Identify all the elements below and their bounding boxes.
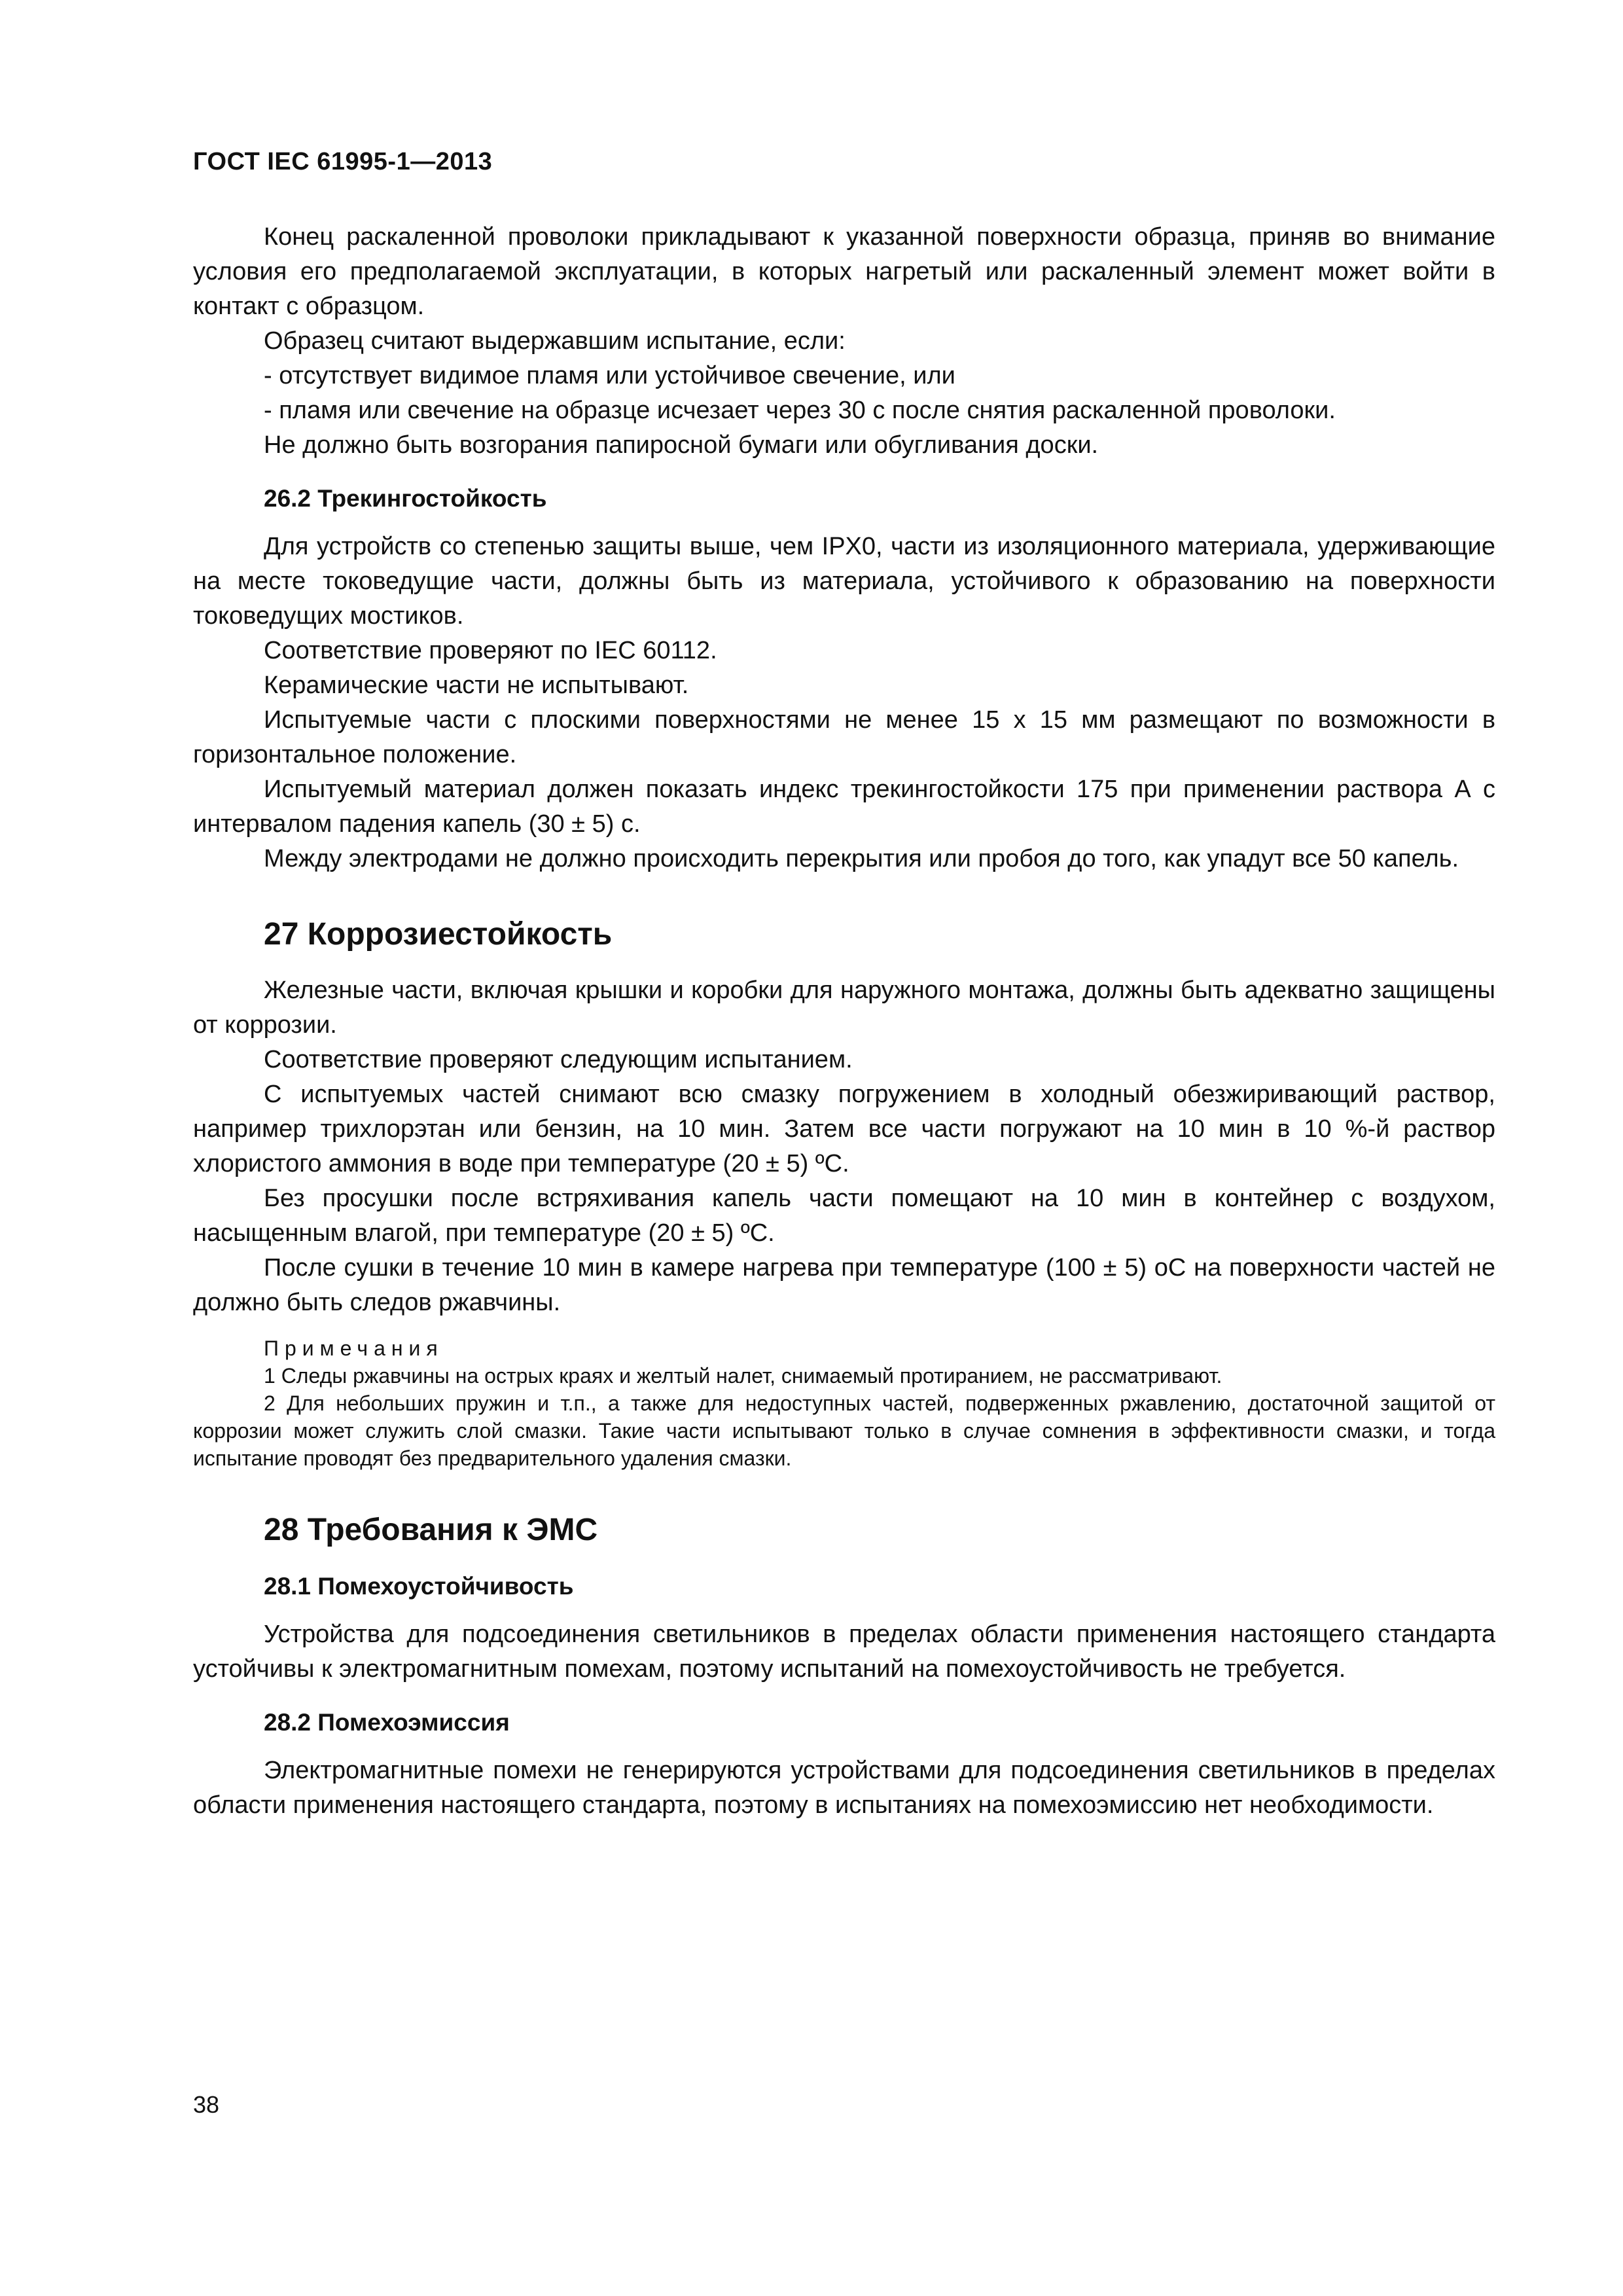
notes-block	[193, 1335, 1495, 1472]
list-item: - пламя или свечение на образце исчезает через 30 с после снятия раскаленной проволоки.	[264, 397, 1336, 424]
list-item: - отсутствует видимое пламя или устойчивое свечение, или	[264, 362, 955, 389]
paragraph: Конец раскаленной проволоки прикладывают к указанной поверхности образца, приняв во внимание условия его предполагаемой эксплуатации, в которых нагретый или раскаленный элемент может войти в контакт с образцом.	[193, 223, 1495, 320]
document-header: ГОСТ IEC 61995-1—2013	[193, 148, 493, 175]
paragraph: Соответствие проверяют по IEC 60112.	[264, 637, 717, 664]
paragraph: Без просушки после встряхивания капель части помещают на 10 мин в контейнер с воздухом, насыщенным влагой, при температуре (20 ± 5) ºС.	[193, 1185, 1495, 1247]
subsection-heading-28-1: 28.1 Помехоустойчивость	[264, 1573, 574, 1600]
paragraph: Керамические части не испытывают.	[264, 672, 689, 699]
notes-title: Примечания	[264, 1336, 444, 1360]
page-number: 38	[193, 2091, 220, 2118]
page-content	[193, 220, 1495, 1823]
paragraph: Устройства для подсоединения светильников в пределах области применения настоящего стандарта устойчивы к электромагнитным помехам, поэтому испытаний на помехоустойчивость не требуется.	[193, 1621, 1495, 1683]
section-heading-27: 27 Коррозиестойкость	[264, 917, 613, 952]
paragraph: Железные части, включая крышки и коробки для наружного монтажа, должны быть адекватно защищены от коррозии.	[193, 977, 1495, 1039]
paragraph: С испытуемых частей снимают всю смазку погружением в холодный обезжиривающий раствор, например трихлорэтан или бензин, на 10 мин. Затем все части погружают на 10 мин в 10 %-й раствор хлористого аммония в воде при температуре (20 ± 5) ºС.	[193, 1081, 1495, 1177]
subsection-heading-28-2: 28.2 Помехоэмиссия	[264, 1709, 510, 1736]
paragraph: Не должно быть возгорания папиросной бумаги или обугливания доски.	[264, 431, 1099, 459]
section-heading-28: 28 Требования к ЭМС	[264, 1513, 598, 1547]
paragraph: Соответствие проверяют следующим испытанием.	[264, 1046, 853, 1073]
paragraph: Между электродами не должно происходить перекрытия или пробоя до того, как упадут все 50 капель.	[264, 845, 1459, 872]
paragraph: Электромагнитные помехи не генерируются устройствами для подсоединения светильников в пределах области применения настоящего стандарта, поэтому в испытаниях на помехоэмиссию нет необходимости.	[193, 1757, 1495, 1819]
paragraph: Для устройств со степенью защиты выше, чем IPX0, части из изоляционного материала, удерживающие на месте токоведущие части, должны быть из материала, устойчивого к образованию на поверхности токоведущих мостиков.	[193, 533, 1495, 630]
subsection-heading-26-2: 26.2 Трекингостойкость	[264, 485, 547, 512]
note-item: 1 Следы ржавчины на острых краях и желтый налет, снимаемый протиранием, не рассматривают.	[264, 1364, 1222, 1388]
paragraph: После сушки в течение 10 мин в камере нагрева при температуре (100 ± 5) оС на поверхности частей не должно быть следов ржавчины.	[193, 1254, 1495, 1316]
note-item: 2 Для небольших пружин и т.п., а также для недоступных частей, подверженных ржавлению, достаточной защитой от коррозии может служить слой смазки. Такие части испытывают только в случае сомнения в эффективности смазки, и тогда испытание проводят без предварительного удаления смазки.	[193, 1391, 1495, 1470]
paragraph: Испытуемые части с плоскими поверхностями не менее 15 х 15 мм размещают по возможности в горизонтальное положение.	[193, 706, 1495, 768]
paragraph: Образец считают выдержавшим испытание, если:	[264, 327, 846, 355]
paragraph: Испытуемый материал должен показать индекс трекингостойкости 175 при применении раствора А с интервалом падения капель (30 ± 5) с.	[193, 776, 1495, 838]
